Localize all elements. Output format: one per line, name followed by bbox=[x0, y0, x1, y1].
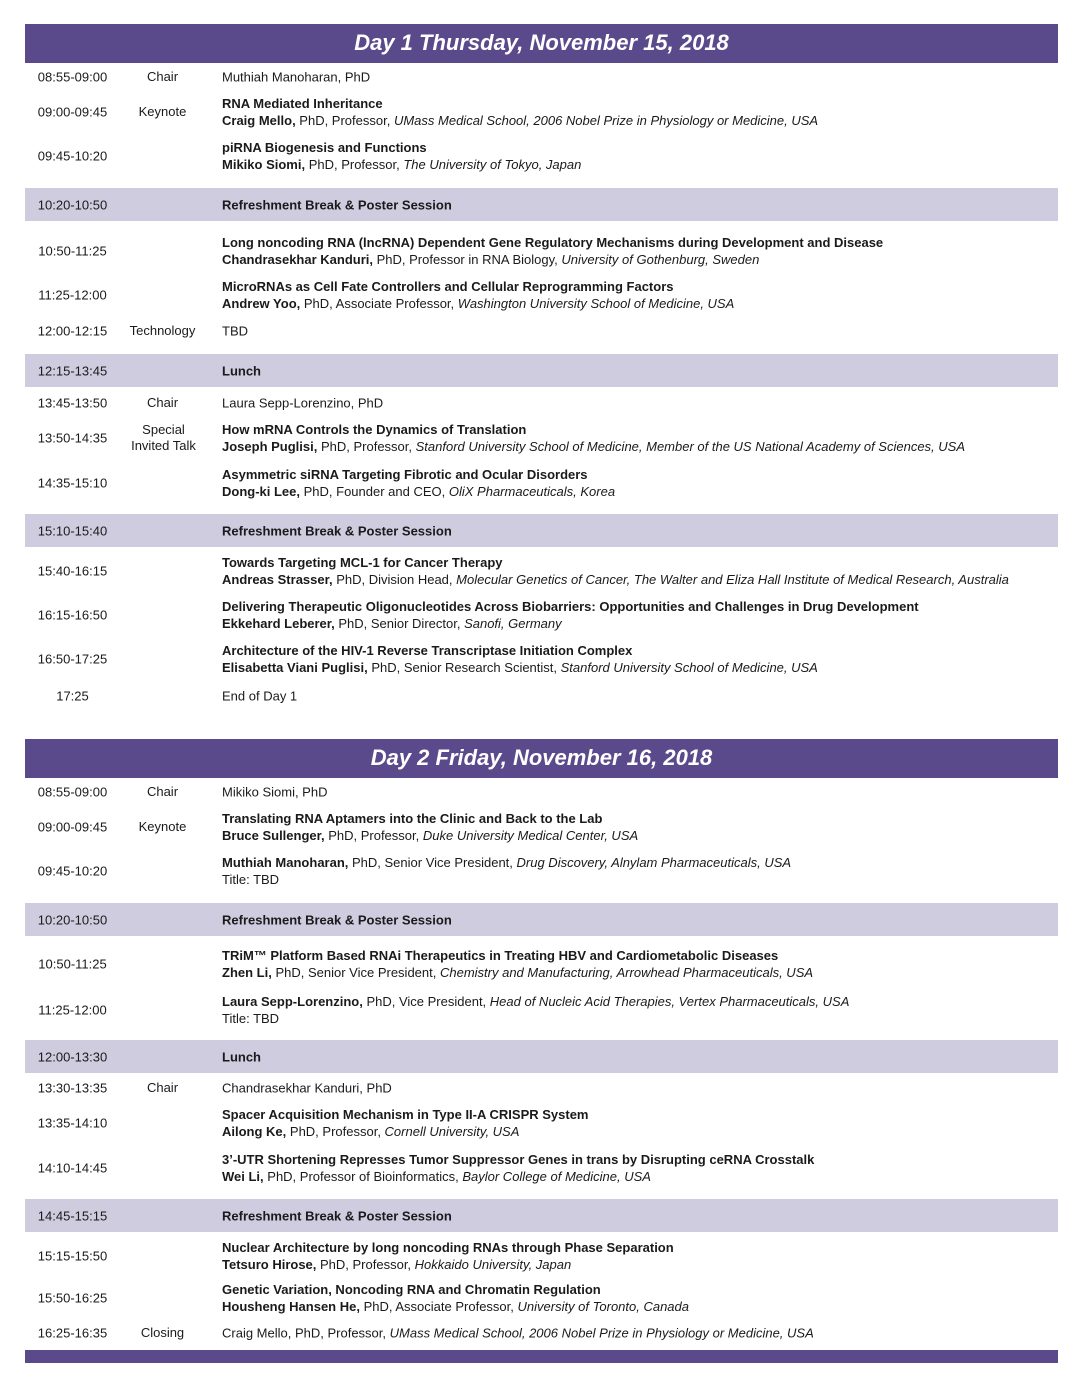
session-row bbox=[25, 1318, 1058, 1348]
session-role: Chair bbox=[146, 68, 179, 84]
session-detail bbox=[222, 810, 1058, 844]
session-row bbox=[25, 1278, 1058, 1318]
session-role: Chair bbox=[146, 783, 179, 799]
session-row bbox=[25, 134, 1058, 178]
talk-title-tbd: Title: TBD bbox=[222, 872, 280, 887]
session-detail bbox=[222, 139, 1058, 173]
speaker-affiliation: Washington University School of Medicine, USA bbox=[457, 296, 735, 311]
session-detail bbox=[222, 642, 1058, 676]
session-detail bbox=[222, 466, 1058, 500]
speaker-name: Zhen Li, bbox=[222, 965, 272, 980]
speaker-name: Joseph Puglisi, bbox=[222, 439, 318, 454]
speaker-affiliation: Drug Discovery, Alnylam Pharmaceuticals, USA bbox=[516, 855, 792, 870]
talk-title: piRNA Biogenesis and Functions bbox=[222, 140, 427, 155]
day-2-header: Day 2 Friday, November 16, 2018 bbox=[25, 739, 1058, 777]
speaker-affiliation: UMass Medical School, 2006 Nobel Prize in Physiology or Medicine, USA bbox=[389, 1325, 814, 1341]
speaker-line bbox=[222, 615, 1058, 632]
speaker-name: Mikiko Siomi, bbox=[222, 157, 306, 172]
speaker-position: PhD, Senior Vice President, bbox=[348, 855, 517, 870]
session-row bbox=[25, 637, 1058, 681]
session-detail bbox=[222, 1151, 1058, 1185]
day-1-header: Day 1 Thursday, November 15, 2018 bbox=[25, 24, 1058, 62]
speaker-affiliation: Chemistry and Manufacturing, Arrowhead Pharmaceuticals, USA bbox=[439, 965, 814, 980]
speaker-position: PhD, Senior Research Scientist, bbox=[367, 660, 561, 675]
session-time: 15:40-16:15 bbox=[37, 563, 108, 579]
talk-title: Long noncoding RNA (lncRNA) Dependent Gene Regulatory Mechanisms during Development and Disease bbox=[222, 235, 884, 250]
break-label: Refreshment Break & Poster Session bbox=[222, 912, 452, 927]
speaker-affiliation: University of Toronto, Canada bbox=[517, 1299, 690, 1314]
break-label: Refreshment Break & Poster Session bbox=[222, 197, 452, 212]
speaker-position: PhD, Professor in RNA Biology, bbox=[373, 252, 562, 267]
speaker-name: Ailong Ke, bbox=[222, 1124, 287, 1139]
speaker-line bbox=[222, 438, 1058, 455]
session-row bbox=[25, 229, 1058, 273]
talk-title: Towards Targeting MCL-1 for Cancer Therapy bbox=[222, 555, 503, 570]
speaker-position: PhD, Professor, bbox=[286, 1124, 385, 1139]
break-row bbox=[25, 1199, 1058, 1232]
session-time: 16:25-16:35 bbox=[37, 1325, 108, 1341]
session-detail bbox=[222, 278, 1058, 312]
session-role: Keynote bbox=[138, 104, 187, 119]
speaker-position: PhD, Founder and CEO, bbox=[300, 484, 449, 499]
speaker-name: Muthiah Manoharan, bbox=[222, 855, 349, 870]
session-detail bbox=[222, 854, 1058, 888]
speaker-line bbox=[222, 483, 1058, 500]
speaker-name: Andreas Strasser, bbox=[222, 572, 333, 587]
session-time: 13:45-13:50 bbox=[37, 395, 108, 410]
session-row bbox=[25, 416, 1058, 460]
speaker-affiliation: UMass Medical School, 2006 Nobel Prize in Physiology or Medicine, USA bbox=[393, 113, 819, 128]
session-time: 14:10-14:45 bbox=[37, 1160, 108, 1176]
talk-title-tbd: Title: TBD bbox=[222, 1011, 280, 1026]
session-time: 14:45-15:15 bbox=[37, 1208, 108, 1223]
speaker-line bbox=[222, 1256, 1058, 1273]
speaker-line bbox=[222, 1123, 1058, 1140]
session-row bbox=[25, 317, 1058, 344]
break-row bbox=[25, 188, 1058, 221]
talk-title: Delivering Therapeutic Oligonucleotides Across Biobarriers: Opportunities and Challenges in Drug Development bbox=[222, 599, 919, 614]
speaker-affiliation: Stanford University School of Medicine, Member of the US National Academy of Sciences, USA bbox=[415, 439, 966, 454]
break-row bbox=[25, 1040, 1058, 1073]
break-label: Refreshment Break & Poster Session bbox=[222, 1208, 452, 1223]
talk-title: Nuclear Architecture by long noncoding RNAs through Phase Separation bbox=[222, 1240, 674, 1255]
break-label: Lunch bbox=[222, 363, 261, 378]
session-text: TBD bbox=[222, 323, 248, 338]
speaker-name: Dong-ki Lee, bbox=[222, 484, 301, 499]
speaker-position: PhD, Senior Vice President, bbox=[271, 965, 440, 980]
session-time: 15:10-15:40 bbox=[37, 523, 108, 538]
session-row bbox=[25, 273, 1058, 317]
session-time: 09:45-10:20 bbox=[37, 148, 108, 164]
break-row bbox=[25, 903, 1058, 936]
session-text: End of Day 1 bbox=[222, 688, 298, 704]
session-row bbox=[25, 849, 1058, 893]
session-time: 13:50-14:35 bbox=[37, 430, 108, 446]
speaker-line bbox=[222, 1168, 1058, 1185]
session-text: Mikiko Siomi, PhD bbox=[222, 784, 328, 799]
session-role: Keynote bbox=[138, 819, 187, 834]
session-row bbox=[25, 90, 1058, 134]
speaker-name: Bruce Sullenger, bbox=[222, 828, 325, 843]
speaker-name: Housheng Hansen He, bbox=[222, 1299, 360, 1314]
session-role: Special Invited Talk bbox=[131, 422, 196, 453]
speaker-position: PhD, Associate Professor, bbox=[359, 1299, 518, 1314]
speaker-affiliation: The University of Tokyo, Japan bbox=[403, 157, 582, 172]
speaker-position: PhD, Professor, bbox=[324, 828, 423, 843]
talk-title: TRiM™ Platform Based RNAi Therapeutics in Treating HBV and Cardiometabolic Diseases bbox=[222, 948, 779, 963]
session-time: 16:50-17:25 bbox=[37, 651, 108, 667]
session-detail bbox=[222, 1281, 1058, 1315]
session-time: 16:15-16:50 bbox=[37, 607, 108, 623]
session-row bbox=[25, 460, 1058, 506]
speaker-line bbox=[222, 251, 1058, 268]
session-time: 08:55-09:00 bbox=[37, 784, 108, 799]
speaker-affiliation: Baylor College of Medicine, USA bbox=[462, 1169, 651, 1184]
session-time: 14:35-15:10 bbox=[37, 475, 108, 491]
break-label: Lunch bbox=[222, 1049, 261, 1064]
speaker-line bbox=[222, 964, 1058, 981]
speaker-position: PhD, Division Head, bbox=[332, 572, 457, 587]
speaker-affiliation: Hokkaido University, Japan bbox=[414, 1257, 572, 1272]
session-row bbox=[25, 986, 1058, 1034]
talk-title: RNA Mediated Inheritance bbox=[222, 96, 383, 111]
speaker-affiliation: University of Gothenburg, Sweden bbox=[561, 252, 760, 267]
speaker-name: Chandrasekhar Kanduri, bbox=[222, 252, 373, 267]
session-detail bbox=[222, 234, 1058, 268]
speaker-position: PhD, Professor, bbox=[295, 113, 394, 128]
session-time: 10:20-10:50 bbox=[37, 197, 108, 212]
talk-title: Spacer Acquisition Mechanism in Type II-A CRISPR System bbox=[222, 1107, 589, 1122]
speaker-line bbox=[222, 659, 1058, 676]
speaker-affiliation: OliX Pharmaceuticals, Korea bbox=[448, 484, 616, 499]
session-row bbox=[25, 805, 1058, 849]
day-1-schedule bbox=[25, 24, 1058, 711]
speaker-name: Tetsuro Hirose, bbox=[222, 1257, 317, 1272]
talk-title: Architecture of the HIV-1 Reverse Transcriptase Initiation Complex bbox=[222, 643, 633, 658]
talk-title: Translating RNA Aptamers into the Clinic and Back to the Lab bbox=[222, 811, 603, 826]
session-detail bbox=[222, 1239, 1058, 1273]
session-time: 08:55-09:00 bbox=[37, 69, 108, 84]
closing-speaker: Craig Mello, PhD, Professor, bbox=[222, 1325, 390, 1341]
session-detail bbox=[222, 554, 1058, 588]
speaker-position: PhD, Professor of Bioinformatics, bbox=[263, 1169, 463, 1184]
speaker-affiliation: Head of Nucleic Acid Therapies, Vertex Pharmaceuticals, USA bbox=[489, 994, 850, 1009]
speaker-line bbox=[222, 295, 1058, 312]
session-time: 09:00-09:45 bbox=[37, 104, 108, 120]
speaker-affiliation: Duke University Medical Center, USA bbox=[422, 828, 639, 843]
speaker-name: Ekkehard Leberer, bbox=[222, 616, 335, 631]
speaker-position: PhD, Professor, bbox=[305, 157, 404, 172]
session-row bbox=[25, 1145, 1058, 1191]
session-row bbox=[25, 389, 1058, 416]
session-role: Closing bbox=[140, 1325, 185, 1340]
talk-title: How mRNA Controls the Dynamics of Translation bbox=[222, 422, 527, 437]
speaker-position: PhD, Professor, bbox=[317, 439, 416, 454]
talk-title: MicroRNAs as Cell Fate Controllers and Cellular Reprogramming Factors bbox=[222, 279, 674, 294]
session-row bbox=[25, 1074, 1058, 1101]
session-time: 12:15-13:45 bbox=[37, 363, 108, 378]
session-time: 09:00-09:45 bbox=[37, 819, 108, 835]
session-time: 10:50-11:25 bbox=[38, 956, 107, 972]
session-row bbox=[25, 63, 1058, 90]
session-time: 15:50-16:25 bbox=[37, 1290, 108, 1306]
footer-bar bbox=[25, 1350, 1058, 1363]
session-time: 13:30-13:35 bbox=[37, 1080, 108, 1095]
speaker-affiliation: Cornell University, USA bbox=[384, 1124, 520, 1139]
session-row bbox=[25, 593, 1058, 637]
session-row bbox=[25, 681, 1058, 711]
session-detail bbox=[222, 421, 1058, 455]
session-text bbox=[222, 1325, 1058, 1342]
speaker-name: Craig Mello, bbox=[222, 113, 296, 128]
talk-title: Asymmetric siRNA Targeting Fibrotic and Ocular Disorders bbox=[222, 467, 588, 482]
speaker-affiliation: Sanofi, Germany bbox=[464, 616, 562, 631]
speaker-affiliation: Molecular Genetics of Cancer, The Walter and Eliza Hall Institute of Medical Research, Australia bbox=[456, 572, 1009, 587]
speaker-affiliation: Stanford University School of Medicine, USA bbox=[560, 660, 818, 675]
speaker-line bbox=[222, 854, 1058, 871]
session-time: 15:15-15:50 bbox=[37, 1248, 108, 1264]
session-time: 11:25-12:00 bbox=[38, 287, 107, 303]
session-time: 17:25 bbox=[56, 688, 89, 704]
session-text: Muthiah Manoharan, PhD bbox=[222, 69, 371, 84]
speaker-name: Wei Li, bbox=[222, 1169, 264, 1184]
speaker-name: Laura Sepp-Lorenzino, bbox=[222, 994, 363, 1009]
session-detail bbox=[222, 598, 1058, 632]
session-row bbox=[25, 778, 1058, 805]
session-time: 13:35-14:10 bbox=[37, 1115, 108, 1131]
session-role: Chair bbox=[146, 394, 179, 410]
speaker-name: Elisabetta Viani Puglisi, bbox=[222, 660, 368, 675]
session-time: 12:00-12:15 bbox=[37, 323, 108, 338]
talk-title: 3’-UTR Shortening Represses Tumor Suppressor Genes in trans by Disrupting ceRNA Crosstalk bbox=[222, 1152, 815, 1167]
day-2-schedule bbox=[25, 739, 1058, 1348]
speaker-line bbox=[222, 112, 1058, 129]
speaker-position: PhD, Vice President, bbox=[362, 994, 490, 1009]
session-time: 10:20-10:50 bbox=[37, 912, 108, 927]
speaker-position: PhD, Associate Professor, bbox=[300, 296, 458, 311]
session-row bbox=[25, 549, 1058, 593]
session-role: Chair bbox=[146, 1079, 179, 1095]
break-row bbox=[25, 354, 1058, 387]
session-text: Chandrasekhar Kanduri, PhD bbox=[222, 1080, 392, 1095]
session-time: 12:00-13:30 bbox=[37, 1049, 108, 1064]
talk-title: Genetic Variation, Noncoding RNA and Chromatin Regulation bbox=[222, 1282, 601, 1297]
session-role: Technology bbox=[129, 322, 196, 338]
session-detail bbox=[222, 1106, 1058, 1140]
speaker-line bbox=[222, 993, 1058, 1010]
session-time: 11:25-12:00 bbox=[38, 1002, 107, 1018]
session-row bbox=[25, 942, 1058, 986]
break-row bbox=[25, 514, 1058, 547]
speaker-position: PhD, Senior Director, bbox=[334, 616, 465, 631]
session-time: 09:45-10:20 bbox=[37, 863, 108, 879]
speaker-position: PhD, Professor, bbox=[316, 1257, 415, 1272]
session-time: 10:50-11:25 bbox=[38, 243, 107, 259]
speaker-line bbox=[222, 1298, 1058, 1315]
break-label: Refreshment Break & Poster Session bbox=[222, 523, 452, 538]
session-row bbox=[25, 1101, 1058, 1145]
speaker-line bbox=[222, 827, 1058, 844]
speaker-name: Andrew Yoo, bbox=[222, 296, 301, 311]
speaker-line bbox=[222, 156, 1058, 173]
session-row bbox=[25, 1234, 1058, 1278]
session-detail bbox=[222, 993, 1058, 1027]
speaker-line bbox=[222, 571, 1058, 588]
session-detail bbox=[222, 95, 1058, 129]
session-text: Laura Sepp-Lorenzino, PhD bbox=[222, 395, 384, 410]
session-detail bbox=[222, 947, 1058, 981]
